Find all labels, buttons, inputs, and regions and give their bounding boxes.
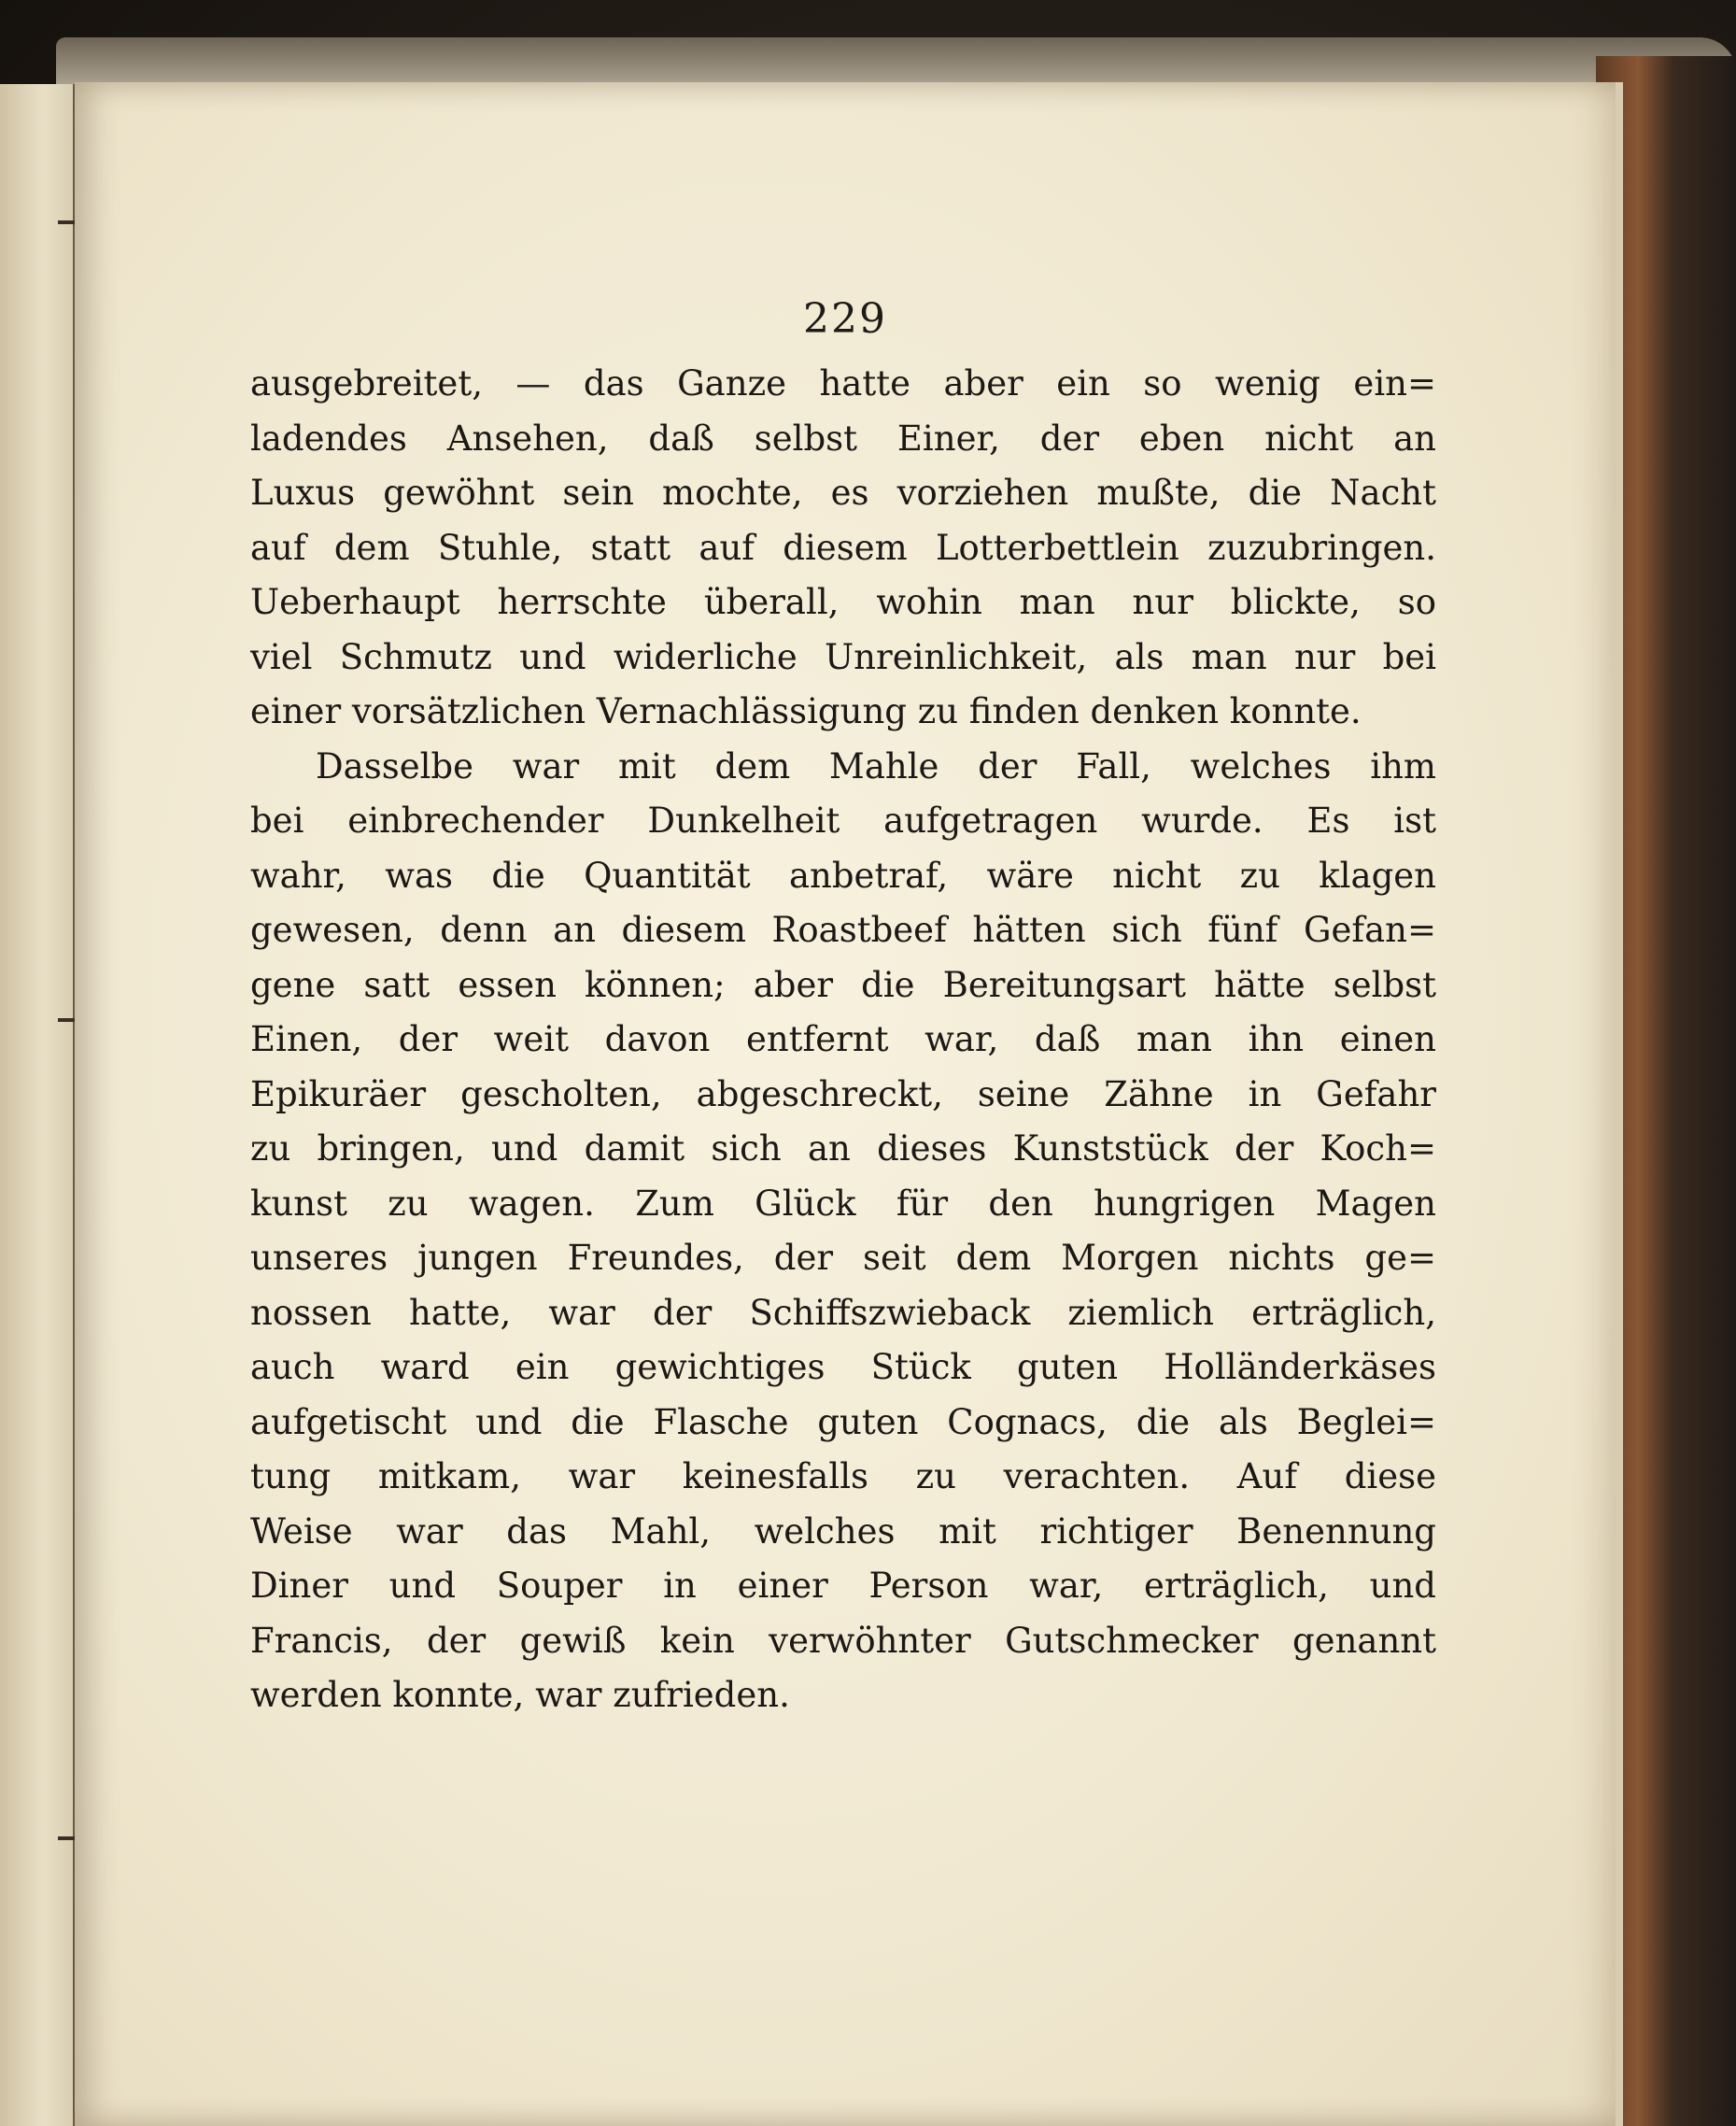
text-line: ladendes Ansehen, daß selbst Einer, der eben nicht an	[250, 418, 1436, 459]
text-line: zu bringen, und damit sich an dieses Kunststück der Koch=	[250, 1128, 1436, 1169]
text-line: nossen hatte, war der Schiffszwieback ziemlich erträglich,	[250, 1292, 1436, 1333]
text-line: gene satt essen können; aber die Bereitungsart hätte selbst	[250, 964, 1436, 1005]
text-line: aufgetischt und die Flasche guten Cognacs, die als Beglei=	[250, 1401, 1436, 1442]
book-page	[75, 82, 1623, 2126]
text-line: einer vorsätzlichen Vernachlässigung zu finden denken konnte.	[250, 691, 1362, 731]
text-line: auf dem Stuhle, statt auf diesem Lotterbettlein zuzubringen.	[250, 527, 1436, 568]
text-line: bei einbrechender Dunkelheit aufgetragen wurde. Es ist	[250, 801, 1436, 841]
page-number: 229	[803, 295, 887, 343]
text-line: kunst zu wagen. Zum Glück für den hungrigen Magen	[250, 1183, 1436, 1224]
text-line: gewesen, denn an diesem Roastbeef hätten sich fünf Gefan=	[250, 910, 1436, 950]
text-line: ausgebreitet, — das Ganze hatte aber ein so wenig ein=	[250, 363, 1436, 404]
text-line: Luxus gewöhnt sein mochte, es vorziehen mußte, die Nacht	[250, 473, 1436, 513]
page-text	[250, 357, 1436, 1723]
text-line: Francis, der gewiß kein verwöhnter Gutschmecker genannt	[250, 1620, 1436, 1661]
text-line: unseres jungen Freundes, der seit dem Morgen nichts ge=	[250, 1238, 1436, 1278]
text-line: wahr, was die Quantität anbetraf, wäre nicht zu klagen	[250, 855, 1436, 896]
text-line: auch ward ein gewichtiges Stück guten Holländerkäses	[250, 1347, 1436, 1387]
text-line: Ueberhaupt herrschte überall, wohin man nur blickte, so	[250, 582, 1436, 622]
text-line: werden konnte, war zufrieden.	[250, 1675, 790, 1715]
text-line: viel Schmutz und widerliche Unreinlichkeit, als man nur bei	[250, 636, 1436, 677]
text-line: Weise war das Mahl, welches mit richtiger Benennung	[250, 1510, 1436, 1552]
text-line: Dasselbe war mit dem Mahle der Fall, welches ihm	[316, 745, 1436, 787]
text-line: tung mitkam, war keinesfalls zu verachten. Auf diese	[250, 1456, 1436, 1496]
left-page-edge	[0, 84, 75, 2126]
text-line: Diner und Souper in einer Person war, erträglich, und	[250, 1566, 1436, 1606]
text-line: Epikuräer gescholten, abgeschreckt, seine Zähne in Gefahr	[250, 1073, 1436, 1114]
text-line: Einen, der weit davon entfernt war, daß man ihn einen	[250, 1019, 1436, 1059]
